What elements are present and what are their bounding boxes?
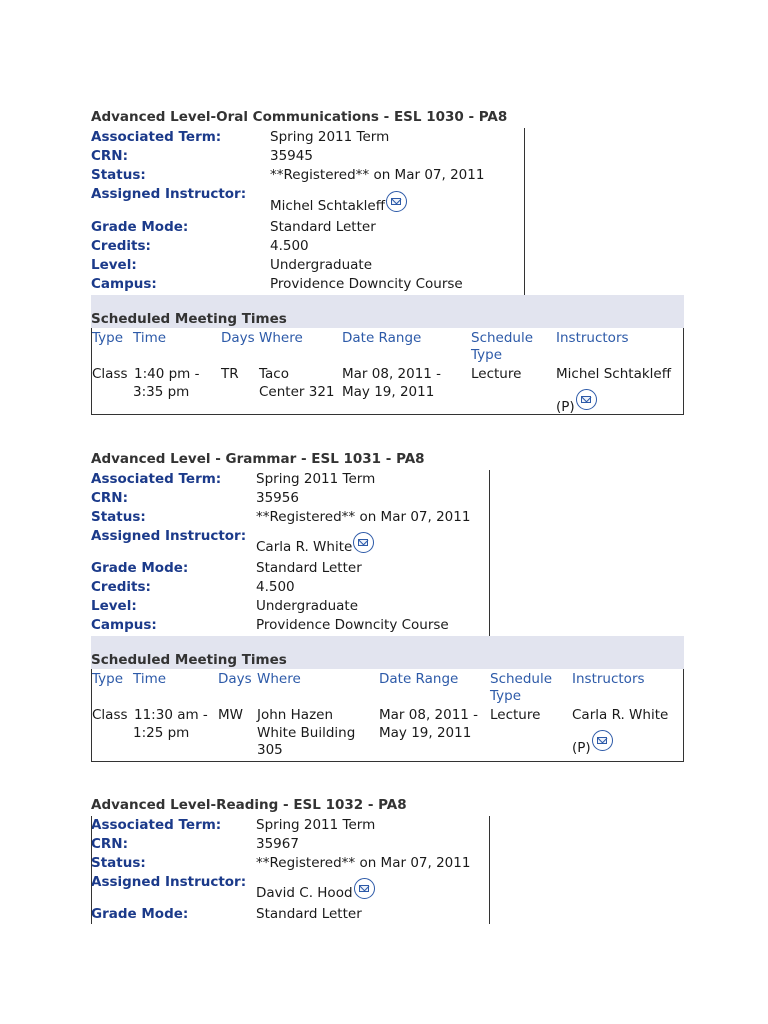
cell-type: Class [92, 366, 128, 382]
field-row-associated-term [91, 816, 489, 835]
header-time: Time [133, 671, 167, 687]
scheduled-meeting-times-esl-1031 [91, 636, 684, 762]
section-heading: Scheduled Meeting Times [91, 311, 287, 327]
field-label: Campus: [91, 276, 157, 292]
course-block-esl-1032 [91, 796, 490, 924]
field-value: Spring 2011 Term [256, 817, 376, 833]
meeting-times-table [91, 669, 684, 762]
header-type: Type [92, 671, 124, 687]
table-left-border [91, 816, 92, 924]
email-envelope-icon[interactable] [353, 532, 374, 553]
field-label: Associated Term: [91, 817, 222, 833]
field-row-grade-mode [91, 559, 489, 578]
cell-instructor: Michel Schtakleff [556, 366, 672, 382]
header-instructors: Instructors [556, 330, 629, 346]
field-value: 35956 [256, 490, 299, 506]
field-row-level [91, 597, 489, 616]
field-value: Spring 2011 Term [270, 129, 390, 145]
cell-schedule-type: Lecture [490, 707, 541, 723]
header-date-range: Date Range [379, 671, 459, 687]
header-schedule-type-line-2: Type [490, 688, 522, 704]
section-header [91, 636, 684, 669]
instructor-name: Carla R. White [256, 539, 353, 555]
cell-where-line-3: 305 [257, 742, 283, 758]
field-value-instructor [256, 527, 374, 559]
instructor-name: Michel Schtakleff [270, 198, 386, 214]
field-label: Level: [91, 257, 137, 273]
field-row-credits [91, 578, 489, 597]
email-envelope-icon[interactable] [592, 730, 613, 751]
field-label: Grade Mode: [91, 219, 189, 235]
meeting-times-table [91, 328, 684, 415]
field-label: Grade Mode: [91, 906, 189, 922]
field-value: Undergraduate [256, 598, 359, 614]
header-date-range: Date Range [342, 330, 422, 346]
field-label: Assigned Instructor: [91, 874, 247, 890]
field-label: CRN: [91, 490, 128, 506]
field-label: Level: [91, 598, 137, 614]
cell-date-range: Mar 08, 2011 - [379, 707, 479, 723]
field-label: Credits: [91, 238, 151, 254]
field-value: Spring 2011 Term [256, 471, 376, 487]
field-label: CRN: [91, 148, 128, 164]
cell-where: John Hazen [257, 707, 334, 723]
field-row-status [91, 854, 489, 873]
field-row-associated-term [91, 470, 489, 489]
field-row-assigned-instructor [91, 185, 524, 218]
field-value: **Registered** on Mar 07, 2011 [270, 167, 485, 183]
field-label: CRN: [91, 836, 128, 852]
field-label: Associated Term: [91, 129, 222, 145]
cell-type: Class [92, 707, 128, 723]
field-value: 35945 [270, 148, 313, 164]
field-value: 35967 [256, 836, 299, 852]
course-block-esl-1031 [91, 450, 490, 637]
scheduled-meeting-times-esl-1030 [91, 295, 684, 415]
cell-time: 1:40 pm - [134, 366, 200, 382]
field-value: Undergraduate [270, 257, 373, 273]
field-row-credits [91, 237, 524, 256]
field-value-instructor [270, 185, 407, 218]
field-label: Grade Mode: [91, 560, 189, 576]
cell-days: MW [218, 707, 243, 723]
cell-date-range: Mar 08, 2011 - [342, 366, 442, 382]
email-envelope-icon[interactable] [354, 878, 375, 899]
field-row-level [91, 256, 524, 275]
cell-time-line-2: 3:35 pm [133, 384, 190, 400]
header-time: Time [133, 330, 167, 346]
course-title: Advanced Level-Oral Communications - ESL 1030 - PA8 [91, 109, 508, 125]
field-value: **Registered** on Mar 07, 2011 [256, 509, 471, 525]
instructor-name: David C. Hood [256, 885, 353, 901]
field-label: Assigned Instructor: [91, 186, 247, 202]
course-info-table [91, 470, 490, 637]
email-envelope-icon[interactable] [576, 389, 597, 410]
primary-marker: (P) [556, 399, 575, 415]
field-row-campus [91, 616, 489, 636]
header-schedule-type: Schedule [490, 671, 553, 687]
field-value: Standard Letter [256, 906, 362, 922]
field-value: Standard Letter [270, 219, 376, 235]
header-days: Days [218, 671, 252, 687]
field-row-assigned-instructor [91, 527, 489, 559]
field-label: Associated Term: [91, 471, 222, 487]
field-value: 4.500 [256, 579, 295, 595]
field-row-crn [91, 147, 524, 166]
field-row-grade-mode [91, 218, 524, 237]
field-row-status [91, 508, 489, 527]
header-schedule-type-line-2: Type [471, 347, 503, 363]
cell-schedule-type: Lecture [471, 366, 522, 382]
field-value: Providence Downcity Course [270, 276, 463, 292]
cell-where-line-2: White Building [257, 725, 356, 741]
field-row-assigned-instructor [91, 873, 489, 905]
header-schedule-type: Schedule [471, 330, 534, 346]
cell-date-range-line-2: May 19, 2011 [379, 725, 472, 741]
course-title: Advanced Level-Reading - ESL 1032 - PA8 [91, 797, 407, 813]
field-label: Status: [91, 509, 146, 525]
field-value: Standard Letter [256, 560, 362, 576]
email-envelope-icon[interactable] [386, 191, 407, 212]
header-where: Where [259, 330, 303, 346]
section-heading: Scheduled Meeting Times [91, 652, 287, 668]
section-header [91, 295, 684, 328]
field-label: Credits: [91, 579, 151, 595]
field-row-crn [91, 835, 489, 854]
course-block-esl-1030 [91, 108, 525, 296]
course-info-table [91, 816, 490, 924]
cell-instructor-primary [572, 730, 613, 758]
cell-time: 11:30 am - [134, 707, 208, 723]
field-row-crn [91, 489, 489, 508]
field-value: 4.500 [270, 238, 309, 254]
cell-instructor: Carla R. White [572, 707, 669, 723]
cell-where-line-2: Center 321 [259, 384, 335, 400]
field-value: **Registered** on Mar 07, 2011 [256, 855, 471, 871]
field-row-campus [91, 275, 524, 295]
course-info-table [91, 128, 525, 296]
cell-days: TR [221, 366, 239, 382]
cell-date-range-line-2: May 19, 2011 [342, 384, 435, 400]
field-value: Providence Downcity Course [256, 617, 449, 633]
cell-time-line-2: 1:25 pm [133, 725, 190, 741]
field-label: Status: [91, 855, 146, 871]
field-label: Campus: [91, 617, 157, 633]
field-row-status [91, 166, 524, 185]
field-label: Assigned Instructor: [91, 528, 247, 544]
field-value-instructor [256, 873, 375, 905]
field-row-grade-mode [91, 905, 489, 924]
course-title: Advanced Level - Grammar - ESL 1031 - PA8 [91, 451, 425, 467]
field-row-associated-term [91, 128, 524, 147]
header-where: Where [257, 671, 301, 687]
header-days: Days [221, 330, 255, 346]
header-type: Type [92, 330, 124, 346]
field-label: Status: [91, 167, 146, 183]
header-instructors: Instructors [572, 671, 645, 687]
primary-marker: (P) [572, 740, 591, 756]
cell-instructor-primary [556, 389, 597, 417]
cell-where: Taco [259, 366, 289, 382]
